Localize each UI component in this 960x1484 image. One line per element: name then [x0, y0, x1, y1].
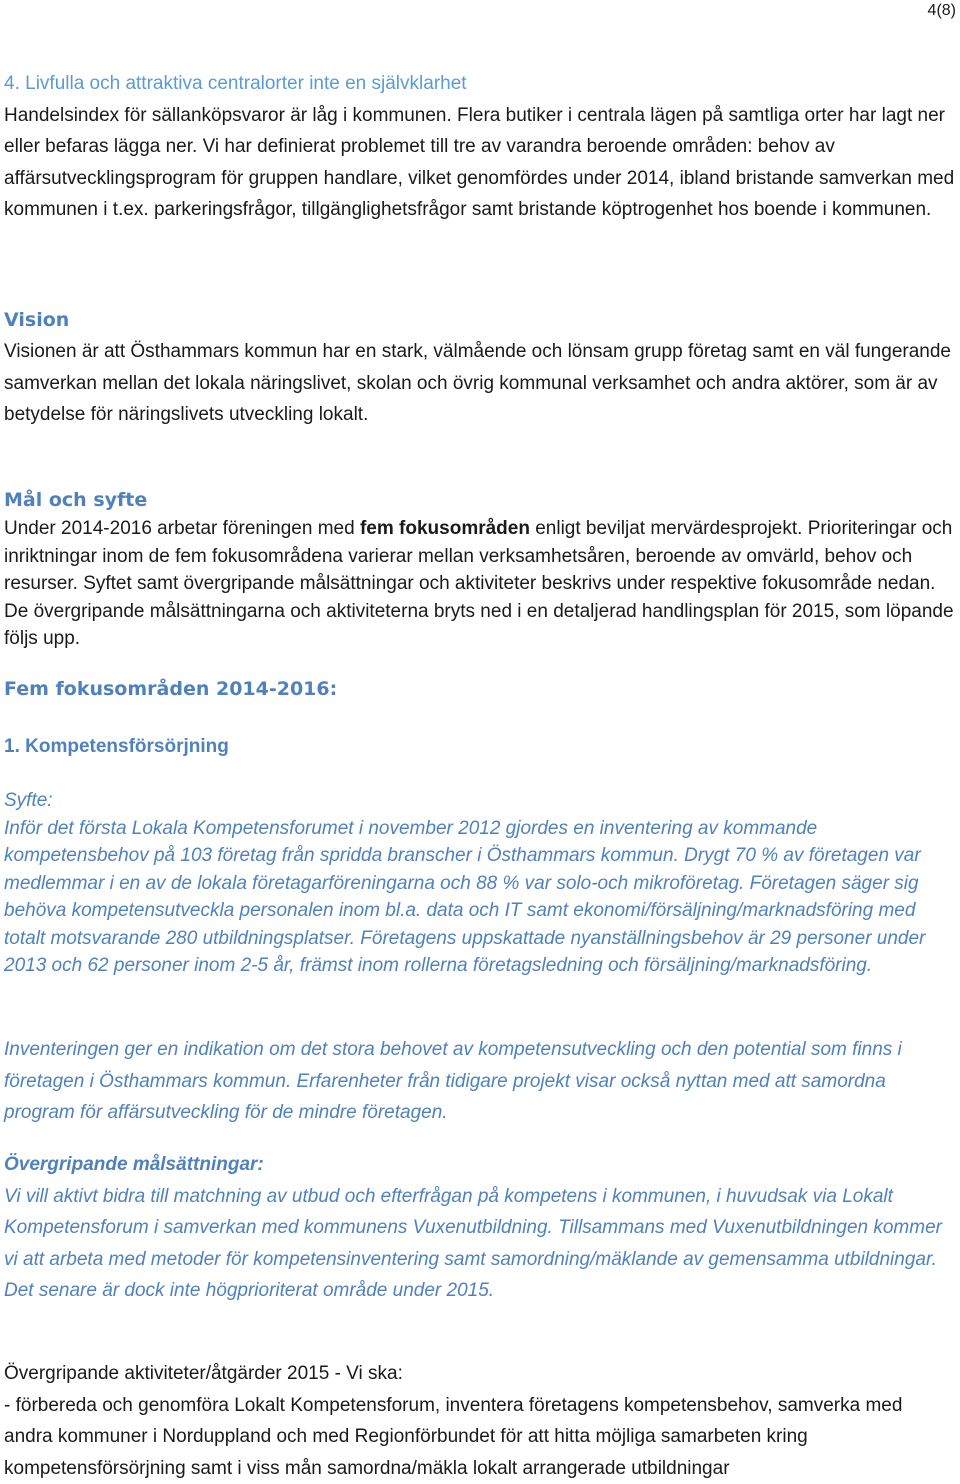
kompetens-heading: 1. Kompetensförsörjning: [4, 736, 229, 757]
mal-heading: Mål och syfte: [4, 489, 148, 511]
mal-body-post: enligt beviljat mervärdesprojekt. Prioriteringar och inriktningar inom de fem fokusområdena varierar mellan verksamhetsåren, beroende av omvärld, behov och resurser. Syftet samt övergripande målsättningar och aktiviteter beskrivs under respektive fokusområde nedan. De övergripande målsättningarna och aktiviteterna bryts ned i en detaljerad handlingsplan för 2015, som löpande följs upp.: [4, 518, 954, 649]
vision-heading: Vision: [4, 309, 70, 331]
fem-section: [4, 674, 956, 704]
inventering-body: Inventeringen ger en indikation om det stora behovet av kompetensutveckling och den potential som finns i företagen i Östhammars kommun. Erfarenheter från tidigare projekt visar också nyttan med att samordna program för affärsutveckling för de mindre företagen.: [4, 1039, 902, 1123]
mal-body-bold: fem fokusområden: [359, 518, 530, 539]
malsattningar-label: Övergripande målsättningar:: [4, 1154, 264, 1175]
malsattningar-block: [4, 1149, 956, 1307]
vision-section: [4, 305, 956, 431]
inventering-block: [4, 1034, 956, 1129]
page-number: 4(8): [927, 2, 956, 19]
mal-body-pre: Under 2014-2016 arbetar föreningen med: [4, 518, 360, 539]
aktiviteter-block: [4, 1358, 956, 1484]
malsattningar-body: Vi vill aktivt bidra till matchning av utbud och efterfrågan på kompetens i kommunen, i huvudsak via Lokalt Kompetensforum i samverkan med kommunens Vuxenutbildning. Tillsammans med Vuxenutbildningen kommer vi att arbeta med metoder för kompetensinventering samt samordning/mäklande av gemensamma utbildningar. Det senare är dock inte högprioriterat område under 2015.: [4, 1185, 942, 1301]
section-4-heading: 4. Livfulla och attraktiva centralorter inte en självklarhet: [4, 73, 467, 94]
section-4-body: Handelsindex för sällanköpsvaror är låg i kommunen. Flera butiker i centrala lägen på samtliga orter har lagt ner eller befaras lägga ner. Vi har definierat problemet till tre av varandra beroende områden: behov av affärsutvecklingsprogram för gruppen handlare, vilket genomfördes under 2014, ibland bristande samverkan med kommunen i t.ex. parkeringsfrågor, tillgänglighetsfrågor samt bristande köptrogenhet hos boende i kommunen.: [4, 104, 955, 220]
section-4: [4, 68, 956, 226]
aktiviteter-label: Övergripande aktiviteter/åtgärder 2015 - Vi ska:: [4, 1363, 403, 1384]
syfte-body: Inför det första Lokala Kompetensforumet i november 2012 gjordes en inventering av kommande kompetensbehov på 103 företag från spridda branscher i Östhammars kommun. Drygt 70 % av företagen var medlemmar i en av de lokala företagarföreningarna och 88 % var solo-och mikroföretag. Företagen säger sig behöva kompetensutveckla personalen inom bl.a. data och IT samt ekonomi/försäljning/marknadsföring med totalt motsvarande 280 utbildningsplatser. Företagens uppskattade nyanställningsbehov är 29 personer under 2013 och 62 personer inom 2-5 år, främst inom rollerna företagsledning och försäljning/marknadsföring.: [4, 817, 926, 976]
syfte-label: Syfte:: [4, 790, 53, 811]
aktiviteter-body: - förbereda och genomföra Lokalt Kompetensforum, inventera företagens kompetensbehov, samverka med andra kommuner i Norduppland och med Regionförbundet för att hitta möjliga samarbeten kring kompetensförsörjning samt i viss mån samordna/mäkla lokalt arrangerade utbildningar: [4, 1394, 903, 1479]
vision-body: Visionen är att Östhammars kommun har en stark, välmående och lönsam grupp företag samt en väl fungerande samverkan mellan det lokala näringslivet, skolan och övrig kommunal verksamhet och andra aktörer, som är av betydelse för näringslivets utveckling lokalt.: [4, 341, 951, 425]
mal-body: [4, 515, 956, 653]
fem-heading: Fem fokusområden 2014-2016:: [4, 678, 338, 700]
kompetens-section: [4, 732, 956, 762]
syfte-block: [4, 787, 956, 980]
mal-section: [4, 485, 956, 653]
